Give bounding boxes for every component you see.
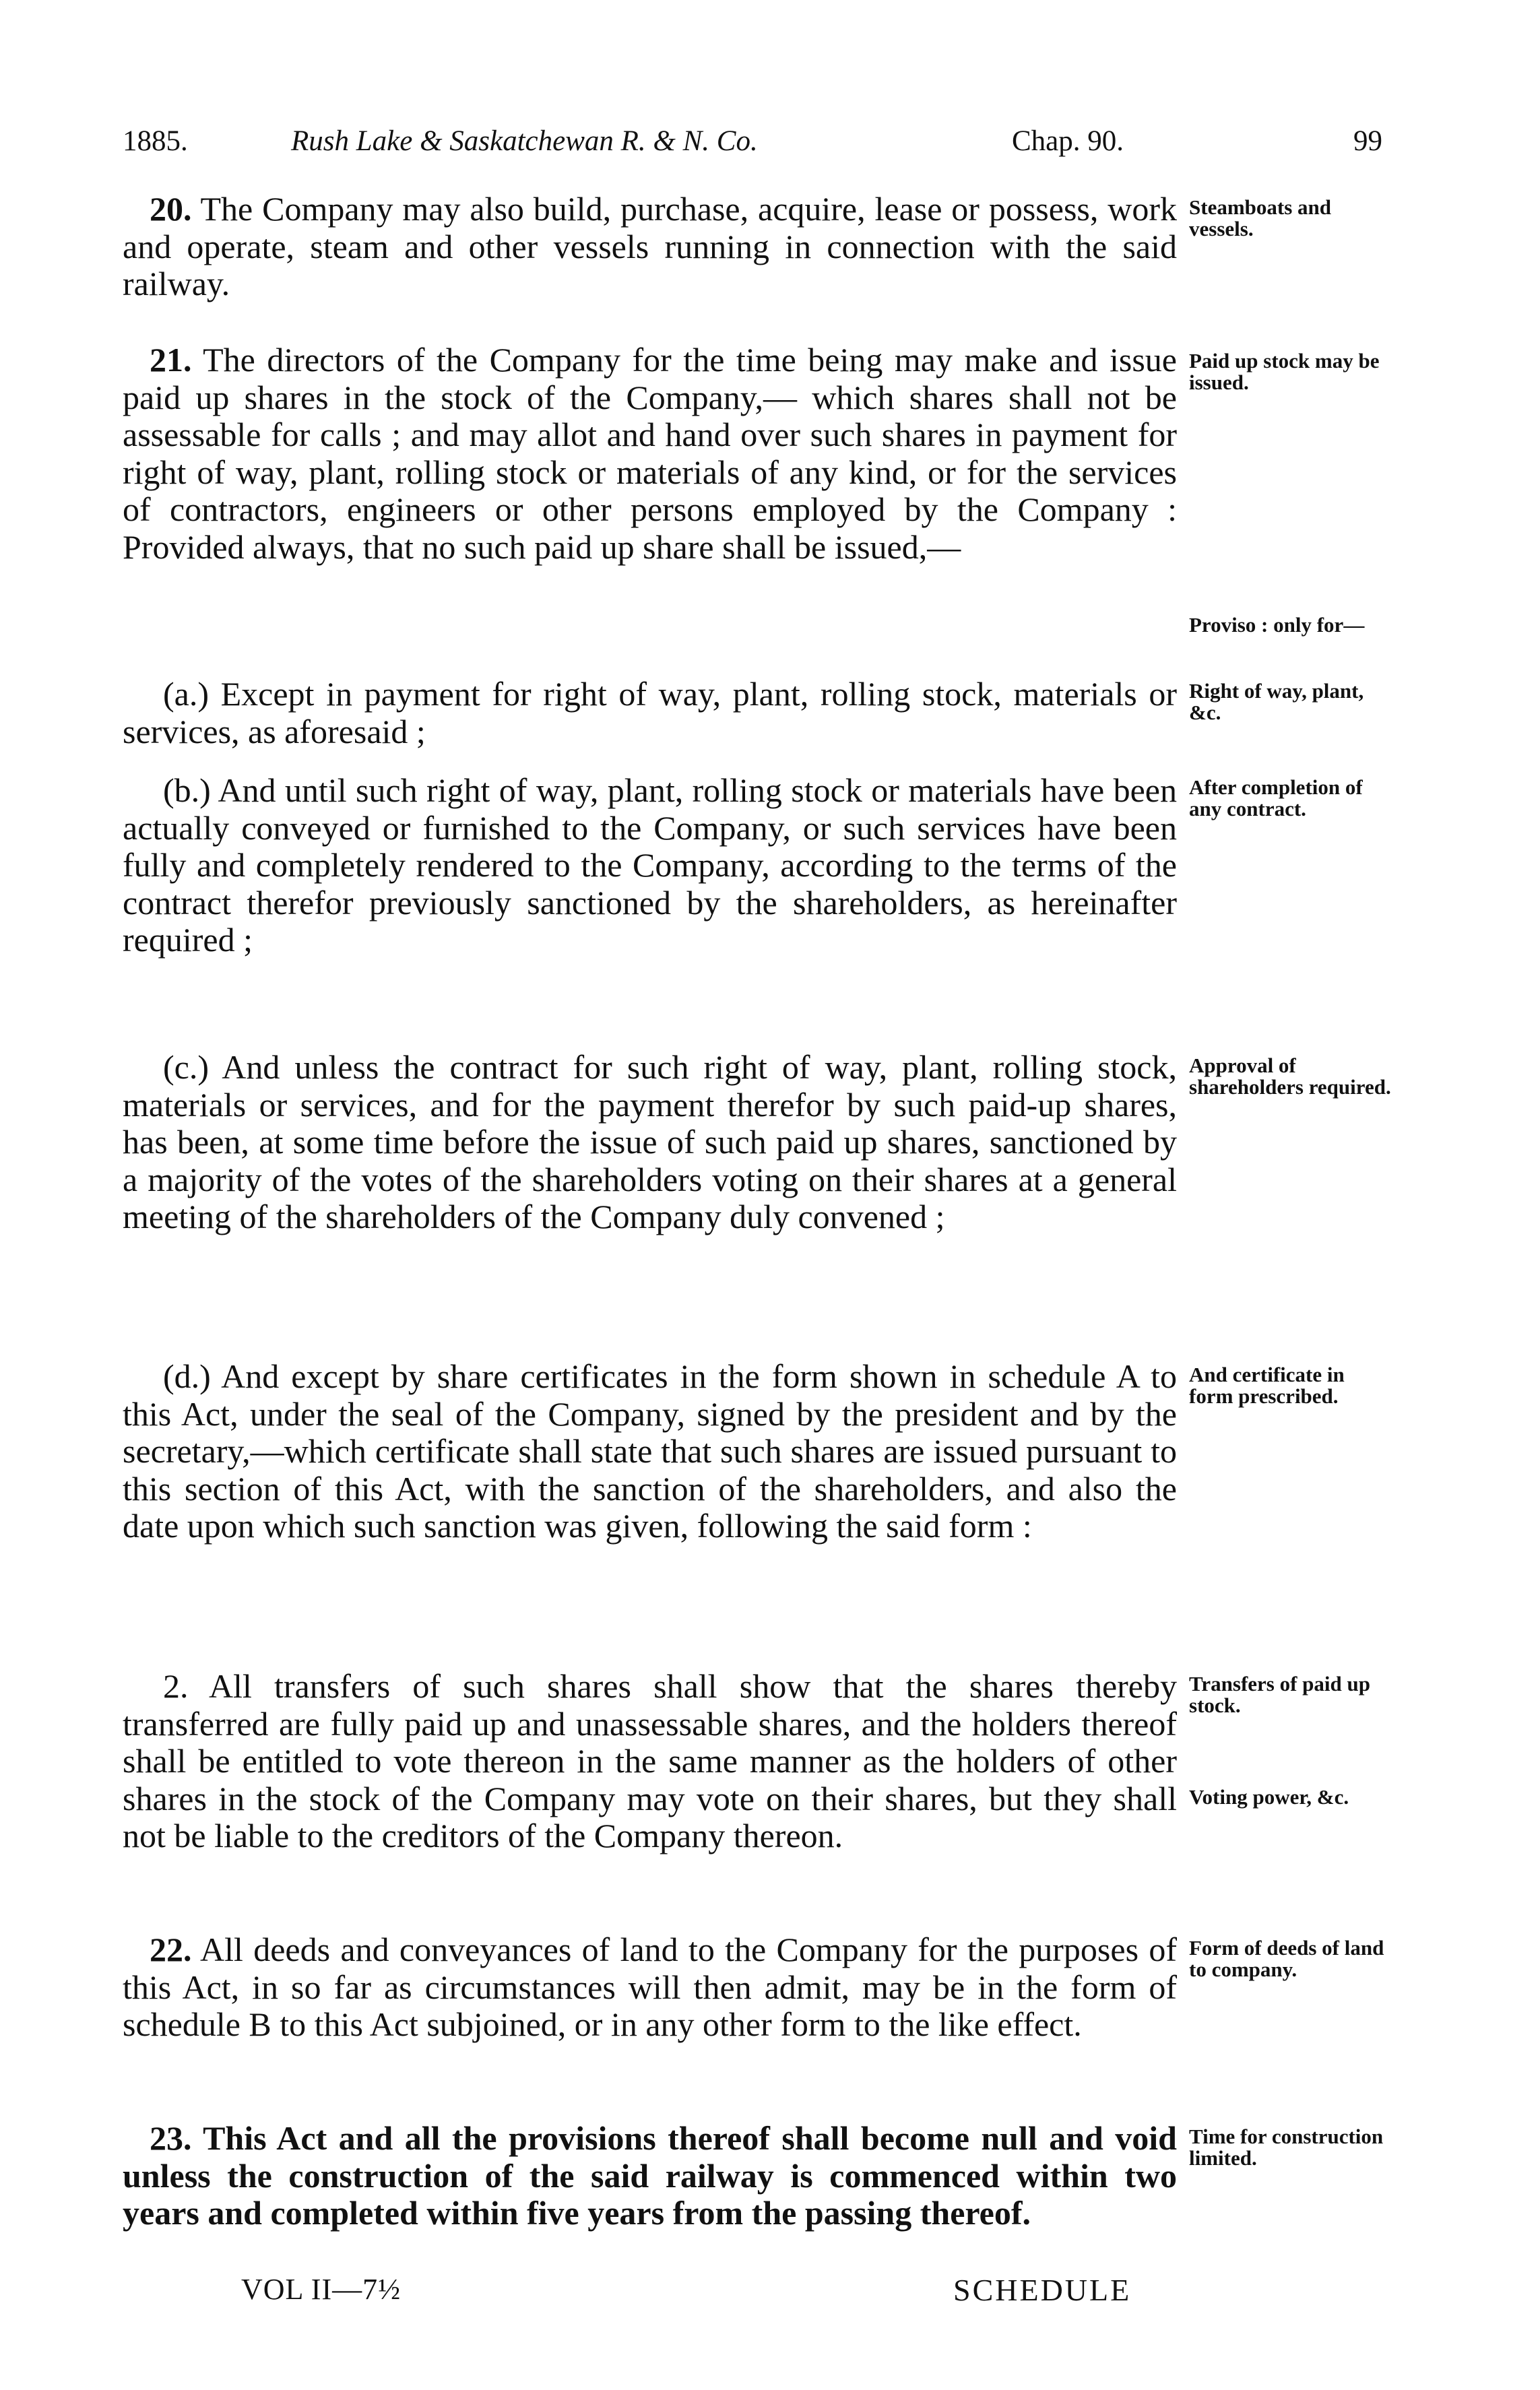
margin-note-approval: Approval of shareholders required. <box>1189 1054 1391 1099</box>
subsection-text: And until such right of way, plant, rolling stock or materials have been actually conveyed or furnished to the Company, or such services have been fully and completely rendered to the Company, according to the terms of the contract therefor previously sanctioned by the shareholders, as hereinafter required ; <box>123 771 1177 959</box>
section-text: All deeds and conveyances of land to the Company for the purposes of this Act, in so far as circumstances will then admit, may be in the form of schedule B to this Act subjoined, or in any other form to the like effect. <box>123 1931 1177 2043</box>
section-number: 23. <box>150 2119 192 2157</box>
margin-note-paid-up-stock: Paid up stock may be issued. <box>1189 349 1380 394</box>
subsection-c <box>123 1049 1177 1236</box>
subsection-a <box>123 676 1177 750</box>
margin-note-after-completion: After completion of any contract. <box>1189 775 1363 820</box>
margin-note-proviso: Proviso : only for— <box>1189 613 1365 637</box>
margin-note-certificate: And certificate in form prescribed. <box>1189 1363 1345 1408</box>
section-21 <box>123 342 1177 566</box>
margin-note-form-of-deeds: Form of deeds of land to company. <box>1189 1936 1384 1981</box>
subsection-text: Except in payment for right of way, plant, rolling stock, materials or services, as aforesaid ; <box>123 675 1178 750</box>
subsection-label: 2. <box>163 1667 189 1705</box>
section-number: 20. <box>150 190 192 228</box>
section-text: This Act and all the provisions thereof shall become null and void unless the construction of the said railway is commenced within two years and completed within five years from the passing thereof. <box>123 2119 1177 2232</box>
section-text: The Company may also build, purchase, acquire, lease or possess, work and operate, steam and other vessels running in connection with the said railway. <box>123 190 1177 302</box>
margin-note-transfers: Transfers of paid up stock. <box>1189 1672 1370 1717</box>
margin-note-steamboats: Steamboats and vessels. <box>1189 195 1332 240</box>
section-23 <box>123 2120 1177 2232</box>
section-number: 22. <box>150 1931 192 1968</box>
page-header <box>123 125 1382 172</box>
subsection-text: And unless the contract for such right of way, plant, rolling stock, materials or services, and for the payment therefor by such paid-up shares, has been, at some time before the issue of such paid up shares, sanctioned by a majority of the votes of the shareholders voting on their shares at a general meeting of the shareholders of the Company duly convened ; <box>123 1048 1178 1235</box>
catchword: SCHEDULE <box>953 2273 1132 2307</box>
section-22 <box>123 1931 1177 2044</box>
subsection-d <box>123 1358 1177 1545</box>
section-20 <box>123 191 1177 303</box>
header-chapter: Chap. 90. <box>1012 125 1124 157</box>
header-act-title: Rush Lake & Saskatchewan R. & N. Co. <box>291 125 758 157</box>
section-number: 21. <box>150 341 192 379</box>
subsection-text: And except by share certificates in the form shown in schedule A to this Act, under the seal of the Company, signed by the president and by the secretary,—which certificate shall state that such shares are issued pursuant to this section of this Act, with the sanction of the shareholders, and also the date upon which such sanction was given, following the said form : <box>123 1357 1177 1545</box>
signature-mark: VOL II—7½ <box>241 2273 402 2306</box>
header-year: 1885. <box>123 125 188 157</box>
subsection-label: (a.) <box>163 675 209 713</box>
subsection-label: (c.) <box>163 1048 209 1086</box>
subsection-2 <box>123 1668 1177 1855</box>
subsection-label: (d.) <box>163 1357 211 1395</box>
margin-note-time-limit: Time for construction limited. <box>1189 2125 1384 2170</box>
margin-note-voting-power: Voting power, &c. <box>1189 1785 1349 1809</box>
page-number: 99 <box>1353 125 1382 157</box>
margin-note-right-of-way: Right of way, plant, &c. <box>1189 679 1364 724</box>
subsection-b <box>123 772 1177 959</box>
section-text: The directors of the Company for the time being may make and issue paid up shares in the stock of the Company,— which shares shall not be assessable for calls ; and may allot and hand over such shares in payment for right of way, plant, rolling stock or materials of any kind, or for the services of contractors, engineers or other persons employed by the Company : Provided always, that no such paid up share shall be issued,— <box>123 341 1178 566</box>
subsection-text: All transfers of such shares shall show that the shares thereby transferred are fully paid up and unassessable shares, and the holders thereof shall be entitled to vote thereon in the same manner as the holders of other shares in the stock of the Company may vote on their shares, but they shall not be liable to the creditors of the Company thereon. <box>123 1667 1177 1854</box>
subsection-label: (b.) <box>163 771 211 809</box>
